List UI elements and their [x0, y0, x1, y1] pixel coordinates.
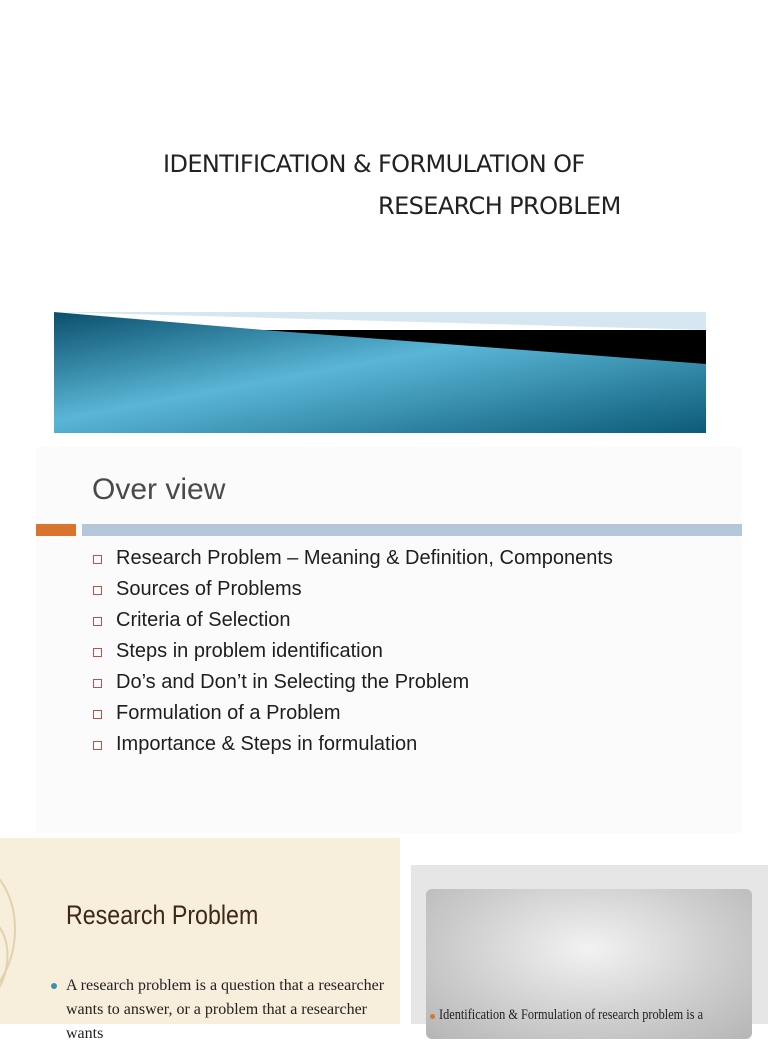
overview-title: Over view: [92, 473, 226, 506]
square-bullet-icon: [93, 741, 102, 750]
list-item: Formulation of a Problem: [91, 701, 731, 726]
list-item: Sources of Problems: [91, 577, 731, 602]
list-item: Steps in problem identification: [91, 639, 731, 664]
square-bullet-icon: [93, 710, 102, 719]
square-bullet-icon: [93, 555, 102, 564]
square-bullet-icon: [93, 586, 102, 595]
bullet-dot-icon: [51, 983, 57, 989]
list-item: Importance & Steps in formulation: [91, 732, 731, 757]
slide-title-line-2: RESEARCH PROBLEM: [378, 192, 621, 220]
title-slide: [0, 0, 768, 440]
decorative-curves: [0, 838, 60, 1024]
accent-bar-blue: [82, 524, 742, 536]
research-problem-text: A research problem is a question that a researcher wants to answer, or a problem that a researcher wants: [66, 977, 385, 1042]
overview-list: [91, 546, 731, 763]
bullet-dot-icon: [430, 1014, 435, 1019]
list-item: Criteria of Selection: [91, 608, 731, 633]
square-bullet-icon: [93, 679, 102, 688]
list-item: Research Problem – Meaning & Definition, Components: [91, 546, 731, 571]
list-item: Do’s and Don’t in Selecting the Problem: [91, 670, 731, 695]
overview-slide: [36, 447, 742, 833]
formulation-slide: [411, 865, 768, 1024]
slide-title-line-1: IDENTIFICATION & FORMULATION OF: [163, 150, 585, 178]
research-problem-title: Research Problem: [66, 900, 259, 930]
formulation-text: Identification & Formulation of research problem is a: [439, 1007, 704, 1023]
accent-bar-orange: [36, 524, 76, 536]
decorative-banner: [54, 312, 706, 433]
research-problem-slide: [0, 838, 400, 1042]
square-bullet-icon: [93, 648, 102, 657]
square-bullet-icon: [93, 617, 102, 626]
